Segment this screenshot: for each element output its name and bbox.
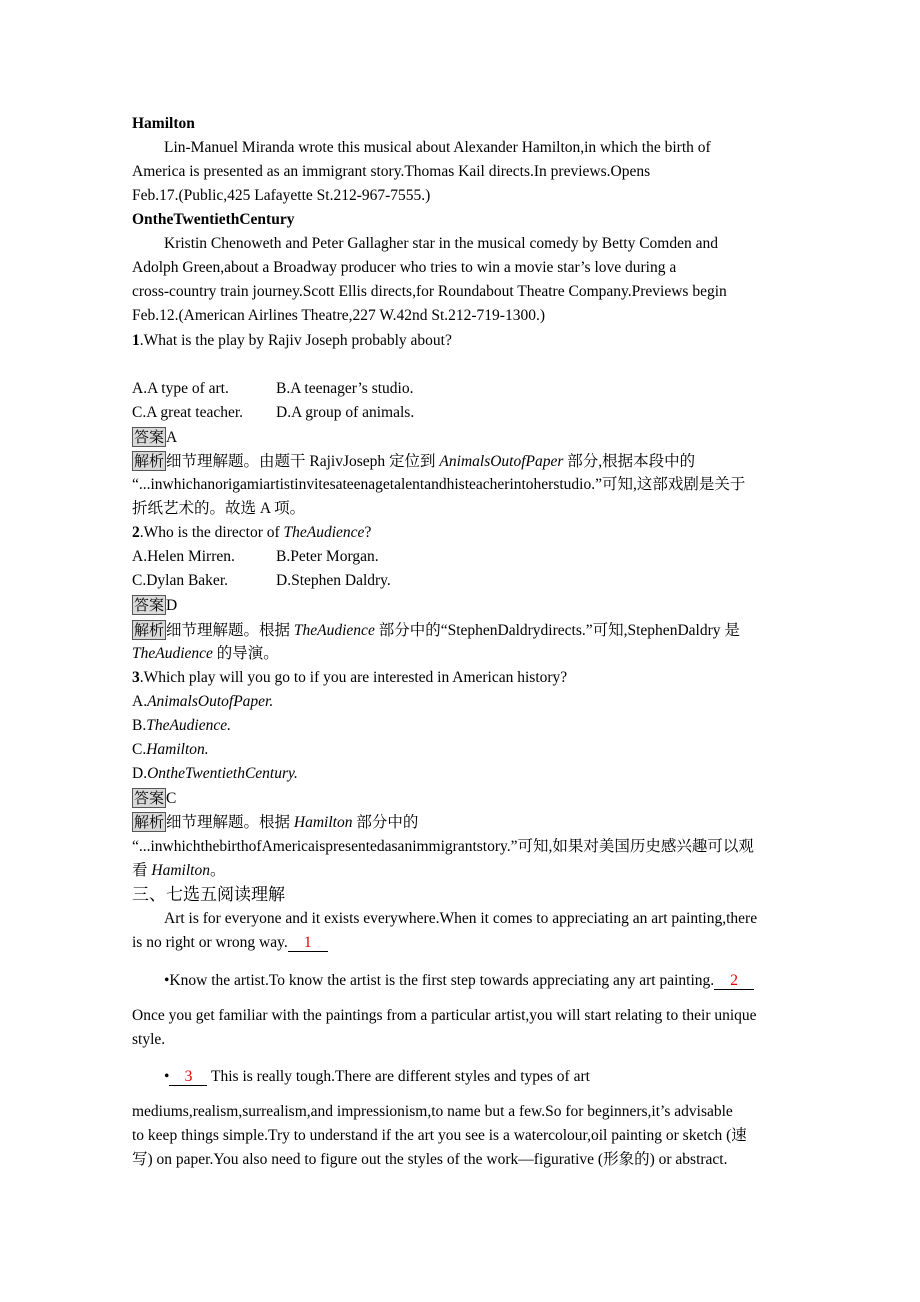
- text-segment: 细节理解题。由题干 RajivJoseph 定位到: [166, 453, 440, 470]
- text-segment: TheAudience: [283, 524, 365, 541]
- text-segment: “...inwhichanorigamiartistinvitesateenagetalentandhisteacherintoherstudio.”可知,这部戏剧是关于: [132, 476, 746, 493]
- text-segment: style.: [132, 1031, 166, 1048]
- text-line: [132, 716, 231, 736]
- answer-blank: 1: [288, 935, 328, 952]
- text-segment: Once you get familiar with the paintings from a particular artist,you will start relating to their unique: [132, 1007, 757, 1024]
- text-segment: .Who is the director of: [139, 524, 284, 541]
- text-segment: Art is for everyone and it exists everywhere.When it comes to appreciating an art painting,there: [164, 910, 758, 927]
- text-line: [132, 186, 430, 206]
- text-line: [132, 620, 740, 641]
- text-line: [132, 885, 285, 906]
- text-segment: This is really tough.There are different styles and types of art: [207, 1068, 590, 1085]
- text-segment: A.: [132, 693, 148, 710]
- text-segment: 细节理解题。根据: [166, 814, 294, 831]
- text-line: [132, 427, 177, 448]
- text-line: [132, 499, 305, 519]
- text-segment: America is presented as an immigrant story.Thomas Kail directs.In previews.Opens: [132, 163, 651, 180]
- text-segment: D.: [132, 765, 148, 782]
- answer-blank: 2: [714, 973, 754, 990]
- text-line: [132, 258, 676, 278]
- text-line: [132, 379, 413, 399]
- text-line: [132, 595, 177, 616]
- text-line: [132, 547, 379, 567]
- text-segment: C: [166, 790, 177, 807]
- play-title: Hamilton: [132, 115, 195, 132]
- text-segment: B.: [132, 717, 147, 734]
- text-segment: Feb.12.(American Airlines Theatre,227 W.42nd St.212-719-1300.): [132, 307, 545, 324]
- text-segment: Hamilton: [151, 862, 210, 879]
- text-segment: is no right or wrong way.: [132, 934, 288, 951]
- text-segment: A.A type of art.: [132, 380, 229, 397]
- text-segment: TheAudience: [293, 622, 375, 639]
- text-segment: .What is the play by Rajiv Joseph probably about?: [139, 332, 452, 349]
- text-segment: AnimalsOutofPaper: [439, 453, 564, 470]
- text-segment: “...inwhichthebirthofAmericaispresentedasanimmigrantstory.”可知,如果对美国历史感兴趣可以观: [132, 838, 754, 855]
- text-line: [132, 668, 567, 688]
- text-segment: 3: [132, 669, 140, 686]
- text-segment: D: [166, 597, 178, 614]
- analysis-label: 解析: [134, 452, 165, 470]
- section-heading: 三、七选五阅读理解: [132, 885, 285, 905]
- text-segment: 1: [132, 332, 140, 349]
- text-line: [132, 306, 545, 326]
- answer-label: 答案: [134, 596, 165, 614]
- text-line: [132, 740, 209, 760]
- text-segment: ?: [364, 524, 372, 541]
- text-line: [132, 523, 371, 543]
- text-line: [132, 837, 754, 857]
- text-line: [132, 282, 727, 302]
- text-line: [164, 909, 757, 929]
- text-segment: A: [166, 429, 178, 446]
- text-segment: OntheTwentiethCentury.: [147, 765, 298, 782]
- text-line: [132, 403, 414, 423]
- text-segment: Hamilton.: [146, 741, 209, 758]
- text-segment: TheAudience.: [146, 717, 232, 734]
- text-line: [164, 1067, 590, 1087]
- text-line: [132, 692, 273, 712]
- text-segment: .Which play will you go to if you are interested in American history?: [139, 669, 568, 686]
- text-segment: •Know the artist.To know the artist is the first step towards appreciating any art painting.: [164, 972, 715, 989]
- text-line: [132, 1030, 165, 1050]
- text-line: [132, 475, 745, 495]
- play-title: OntheTwentiethCentury: [132, 211, 295, 228]
- text-segment: to keep things simple.Try to understand if the art you see is a watercolour,oil painting or sketch (速: [132, 1127, 747, 1144]
- text-line: [132, 788, 176, 809]
- text-line: [132, 1126, 747, 1146]
- answer-blank: 3: [169, 1069, 207, 1086]
- text-line: [132, 451, 695, 472]
- text-segment: B.A teenager’s studio.: [276, 380, 414, 397]
- answer-label: 答案: [134, 789, 165, 807]
- answer-label: 答案: [134, 428, 165, 446]
- text-segment: AnimalsOutofPaper.: [147, 693, 274, 710]
- text-line: [132, 571, 391, 591]
- text-line: [132, 1150, 727, 1170]
- text-segment: B.Peter Morgan.: [276, 548, 379, 565]
- text-segment: Feb.17.(Public,425 Lafayette St.212-967-7555.): [132, 187, 431, 204]
- text-segment: 部分中的: [352, 814, 419, 831]
- analysis-label: 解析: [134, 621, 165, 639]
- text-line: [132, 933, 328, 953]
- text-line: [132, 1102, 733, 1122]
- text-segment: 写) on paper.You also need to figure out the styles of the work—figurative (形象的) or abstract.: [132, 1151, 728, 1168]
- text-line: [132, 812, 418, 833]
- text-line: [164, 971, 754, 991]
- text-segment: 部分,根据本段中的: [563, 453, 696, 470]
- text-segment: 的导演。: [212, 645, 279, 662]
- text-line: [132, 644, 279, 664]
- text-segment: 。: [209, 862, 226, 879]
- text-segment: C.A great teacher.: [132, 404, 244, 421]
- text-segment: mediums,realism,surrealism,and impressionism,to name but a few.So for beginners,it’s advisable: [132, 1103, 733, 1120]
- text-line: [164, 138, 711, 158]
- text-segment: 2: [132, 524, 140, 541]
- text-segment: TheAudience: [132, 645, 213, 662]
- text-segment: 看: [132, 862, 152, 879]
- text-line: [132, 764, 298, 784]
- text-segment: 部分中的“StephenDaldrydirects.”可知,StephenDaldry 是: [374, 622, 740, 639]
- text-line: [132, 114, 195, 134]
- text-segment: D.A group of animals.: [276, 404, 415, 421]
- text-line: [132, 331, 452, 351]
- text-segment: Lin-Manuel Miranda wrote this musical about Alexander Hamilton,in which the birth of: [164, 139, 711, 156]
- text-line: [132, 861, 225, 881]
- text-segment: Hamilton: [293, 814, 353, 831]
- text-segment: Adolph Green,about a Broadway producer who tries to win a movie star’s love during a: [132, 259, 677, 276]
- analysis-label: 解析: [134, 813, 165, 831]
- text-segment: A.Helen Mirren.: [132, 548, 235, 565]
- text-segment: 折纸艺术的。故选 A 项。: [132, 500, 306, 517]
- text-line: [132, 162, 650, 182]
- text-segment: C.Dylan Baker.: [132, 572, 228, 589]
- text-line: [132, 1006, 757, 1026]
- text-segment: D.Stephen Daldry.: [276, 572, 391, 589]
- text-segment: Kristin Chenoweth and Peter Gallagher star in the musical comedy by Betty Comden and: [164, 235, 718, 252]
- text-segment: C.: [132, 741, 147, 758]
- text-segment: cross-country train journey.Scott Ellis directs,for Roundabout Theatre Company.Previews begin: [132, 283, 727, 300]
- text-line: [132, 210, 294, 230]
- text-segment: •: [164, 1068, 170, 1085]
- text-segment: 细节理解题。根据: [166, 622, 294, 639]
- text-line: [164, 234, 718, 254]
